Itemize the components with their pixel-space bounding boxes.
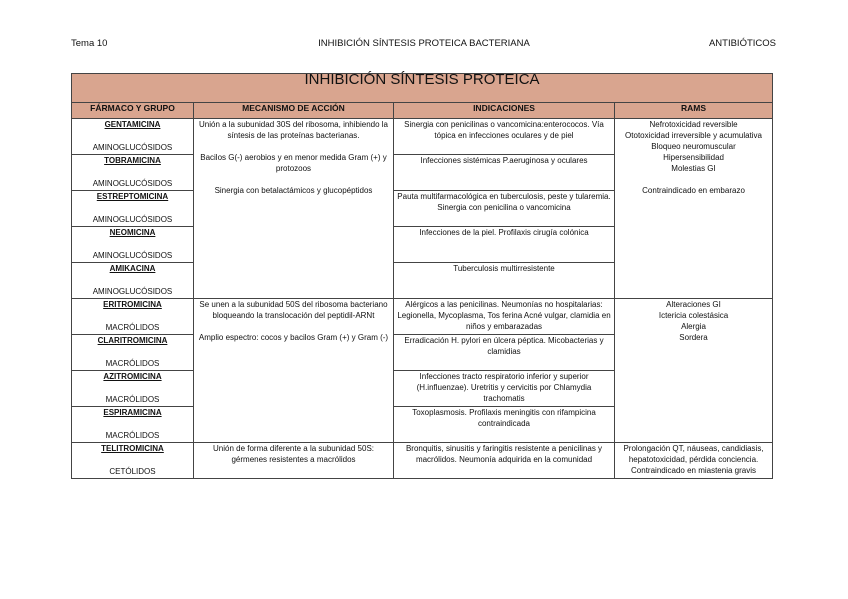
column-header-mechanism: MECANISMO DE ACCIÓN (194, 103, 394, 119)
table-row (72, 299, 773, 335)
column-header-rams: RAMS (615, 103, 773, 119)
indications-cell: Alérgicos a las penicilinas. Neumonías no hospitalarias: Legionella, Mycoplasma, Tos ferina Acné vulgar, clamidia en niños y embarazadas (394, 299, 615, 335)
rams-text: Nefrotoxicidad reversible (649, 120, 738, 129)
table-row (72, 119, 773, 155)
column-header-indications: INDICACIONES (394, 103, 615, 119)
rams-text: Ototoxicidad irreversible y acumulativa (625, 131, 762, 140)
drug-group: AMINOGLUCÓSIDOS (92, 143, 173, 152)
drug-name: ESTREPTOMICINA (96, 192, 169, 201)
column-header-drug: FÁRMACO Y GRUPO (72, 103, 194, 119)
drug-name: AMIKACINA (109, 264, 156, 273)
rams-cell (615, 299, 773, 443)
indications-cell: Pauta multifarmacológica en tuberculosis, peste y tularemia. Sinergia con penicilina o vancomicina (394, 191, 615, 227)
indications-cell: Infecciones tracto respiratorio inferior y superior (H.influenzae). Uretritis y cervicitis por Chlamydia trachomatis (394, 371, 615, 407)
drug-group: MACRÓLIDOS (105, 431, 160, 440)
rams-text: Bloqueo neuromuscular (651, 142, 736, 151)
drug-group: CETÓLIDOS (109, 467, 156, 476)
drug-group: MACRÓLIDOS (105, 323, 160, 332)
rams-text: Sordera (679, 333, 708, 342)
mechanism-cell: Unión de forma diferente a la subunidad 50S: gérmenes resistentes a macrólidos (194, 443, 394, 479)
drug-name: GENTAMICINA (104, 120, 161, 129)
drug-cell (72, 227, 194, 263)
drug-group: MACRÓLIDOS (105, 359, 160, 368)
mechanism-text: Unión a la subunidad 30S del ribosoma, inhibiendo la síntesis de las proteínas bacterianas. (198, 120, 389, 140)
drug-group: AMINOGLUCÓSIDOS (92, 251, 173, 260)
drug-cell (72, 407, 194, 443)
drug-name: TOBRAMICINA (104, 156, 161, 165)
table-row (72, 443, 773, 479)
indications-cell: Tuberculosis multirresistente (394, 263, 615, 299)
mechanism-text: Se unen a la subunidad 50S del ribosoma bacteriano bloqueando la translocación del peptidil-ARNt (199, 300, 388, 320)
rams-text: Molestias GI (671, 164, 716, 173)
indications-cell: Erradicación H. pylori en úlcera péptica. Micobacterias y clamidias (394, 335, 615, 371)
drug-group: AMINOGLUCÓSIDOS (92, 215, 173, 224)
table-header-row (72, 103, 773, 119)
drug-name: TELITROMICINA (101, 444, 164, 453)
mechanism-text: Sinergia con betalactámicos y glucopéptidos (214, 186, 373, 195)
header-subject: ANTIBIÓTICOS (708, 38, 776, 49)
antibiotics-table (71, 73, 773, 479)
mechanism-cell (194, 299, 394, 443)
header-topic: Tema 10 (71, 38, 108, 49)
drug-cell (72, 371, 194, 407)
rams-text: Hipersensibilidad (663, 153, 724, 162)
indications-cell: Sinergia con penicilinas o vancomicina:enterococos. Vía tópica en infecciones oculares y de piel (394, 119, 615, 155)
indications-cell: Bronquitis, sinusitis y faringitis resistente a penicilinas y macrólidos. Neumonía adquirida en la comunidad (394, 443, 615, 479)
drug-cell (72, 443, 194, 479)
indications-cell: Toxoplasmosis. Profilaxis meningitis con rifampicina contraindicada (394, 407, 615, 443)
indications-cell: Infecciones de la piel. Profilaxis cirugía colónica (394, 227, 615, 263)
drug-cell (72, 191, 194, 227)
drug-name: ERITROMICINA (103, 300, 162, 309)
table-title: INHIBICIÓN SÍNTESIS PROTEICA (72, 74, 773, 103)
indications-cell: Infecciones sistémicas P.aeruginosa y oculares (394, 155, 615, 191)
rams-text: Contraindicado en embarazo (642, 186, 745, 195)
drug-name: ESPIRAMICINA (103, 408, 162, 417)
drug-name: AZITROMICINA (103, 372, 162, 381)
drug-cell (72, 119, 194, 155)
drug-group: MACRÓLIDOS (105, 395, 160, 404)
mechanism-text: Amplio espectro: cocos y bacilos Gram (+) y Gram (-) (198, 333, 389, 342)
drug-cell (72, 299, 194, 335)
drug-group: AMINOGLUCÓSIDOS (92, 179, 173, 188)
mechanism-cell (194, 119, 394, 299)
rams-text: Ictericia colestásica (658, 311, 729, 320)
rams-text: Alteraciones GI (666, 300, 721, 309)
drug-group: AMINOGLUCÓSIDOS (92, 287, 173, 296)
rams-text: Alergia (681, 322, 706, 331)
table-title-row (72, 74, 773, 103)
header-title: INHIBICIÓN SÍNTESIS PROTEICA BACTERIANA (318, 38, 530, 49)
mechanism-text: Bacilos G(-) aerobios y en menor medida Gram (+) y protozoos (200, 153, 387, 173)
rams-cell: Prolongación QT, náuseas, candidiasis, hepatotoxicidad, pérdida conciencia. Contraindicado en miastenia gravis (615, 443, 773, 479)
drug-cell (72, 155, 194, 191)
drug-cell (72, 335, 194, 371)
drug-cell (72, 263, 194, 299)
rams-cell (615, 119, 773, 299)
drug-name: NEOMICINA (109, 228, 156, 237)
drug-name: CLARITROMICINA (97, 336, 168, 345)
